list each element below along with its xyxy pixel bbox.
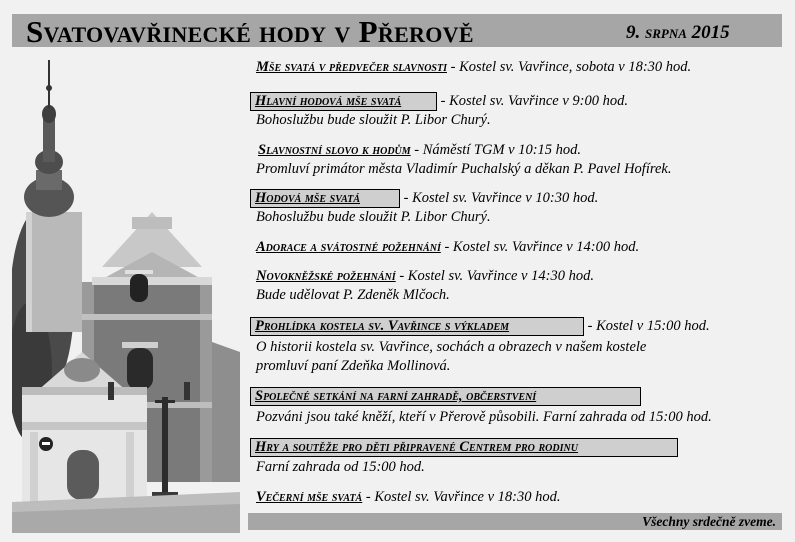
event-item — [250, 189, 598, 208]
event-name: Mše svatá v předvečer slavnosti — [256, 59, 447, 75]
event-description: Promluví primátor města Vladimír Puchalský a děkan P. Pavel Hofírek. — [256, 161, 672, 177]
event-description: O historii kostela sv. Vavřince, sochách a obrazech v našem kostele — [256, 339, 647, 355]
event-name: Večerní mše svatá — [256, 489, 363, 505]
event-name: Novokněžské požehnání — [256, 268, 396, 284]
event-item — [256, 58, 691, 76]
event-name: Adorace a svátostné požehnání — [256, 239, 441, 255]
event-detail: - Kostel v 15:00 hod. — [584, 318, 710, 334]
event-item — [250, 92, 628, 111]
event-description: Bude udělovat P. Zdeněk Mlčoch. — [256, 287, 450, 303]
event-date: 9. srpna 2015 — [626, 22, 730, 43]
event-detail: - Kostel sv. Vavřince v 14:00 hod. — [440, 239, 640, 255]
event-item — [256, 238, 639, 256]
event-name: Slavnostní slovo k hodům — [258, 142, 411, 158]
event-description: promluví paní Zdeňka Mollinová. — [256, 358, 451, 374]
event-detail: - Kostel sv. Vavřince v 10:30 hod. — [400, 190, 599, 206]
event-name: Hodová mše svatá — [250, 189, 400, 208]
event-item — [256, 488, 561, 506]
event-description: Farní zahrada od 15:00 hod. — [256, 459, 425, 475]
church-photo — [12, 52, 240, 533]
event-detail: - Kostel sv. Vavřince, sobota v 18:30 hod. — [446, 59, 692, 75]
event-item — [250, 438, 678, 457]
event-name: Hlavní hodová mše svatá — [250, 92, 437, 111]
event-item — [256, 267, 594, 285]
event-name: Prohlídka kostela sv. Vavřince s výkladem — [250, 317, 584, 336]
footer-text: Všechny srdečně zveme. — [642, 514, 776, 529]
event-item — [258, 141, 581, 159]
page-title: Svatovavřinecké hody v Přerově — [26, 14, 474, 49]
event-detail: - Kostel sv. Vavřince v 18:30 hod. — [362, 489, 561, 505]
event-description: Pozváni jsou také kněží, kteří v Přerově působili. Farní zahrada od 15:00 hod. — [256, 409, 712, 425]
event-name: Hry a soutěže pro děti připravené Centrem pro rodinu — [250, 438, 678, 457]
event-detail: - Kostel sv. Vavřince v 9:00 hod. — [437, 93, 629, 109]
event-name: Společné setkání na farní zahradě, občerstvení — [250, 387, 641, 406]
event-item — [250, 317, 710, 336]
event-description: Bohoslužbu bude sloužit P. Libor Churý. — [256, 112, 491, 128]
event-detail: - Kostel sv. Vavřince v 14:30 hod. — [395, 268, 594, 284]
footer-bar — [248, 513, 782, 530]
event-detail: - Náměstí TGM v 10:15 hod. — [410, 142, 582, 158]
event-description: Bohoslužbu bude sloužit P. Libor Churý. — [256, 209, 491, 225]
event-item — [250, 387, 641, 406]
